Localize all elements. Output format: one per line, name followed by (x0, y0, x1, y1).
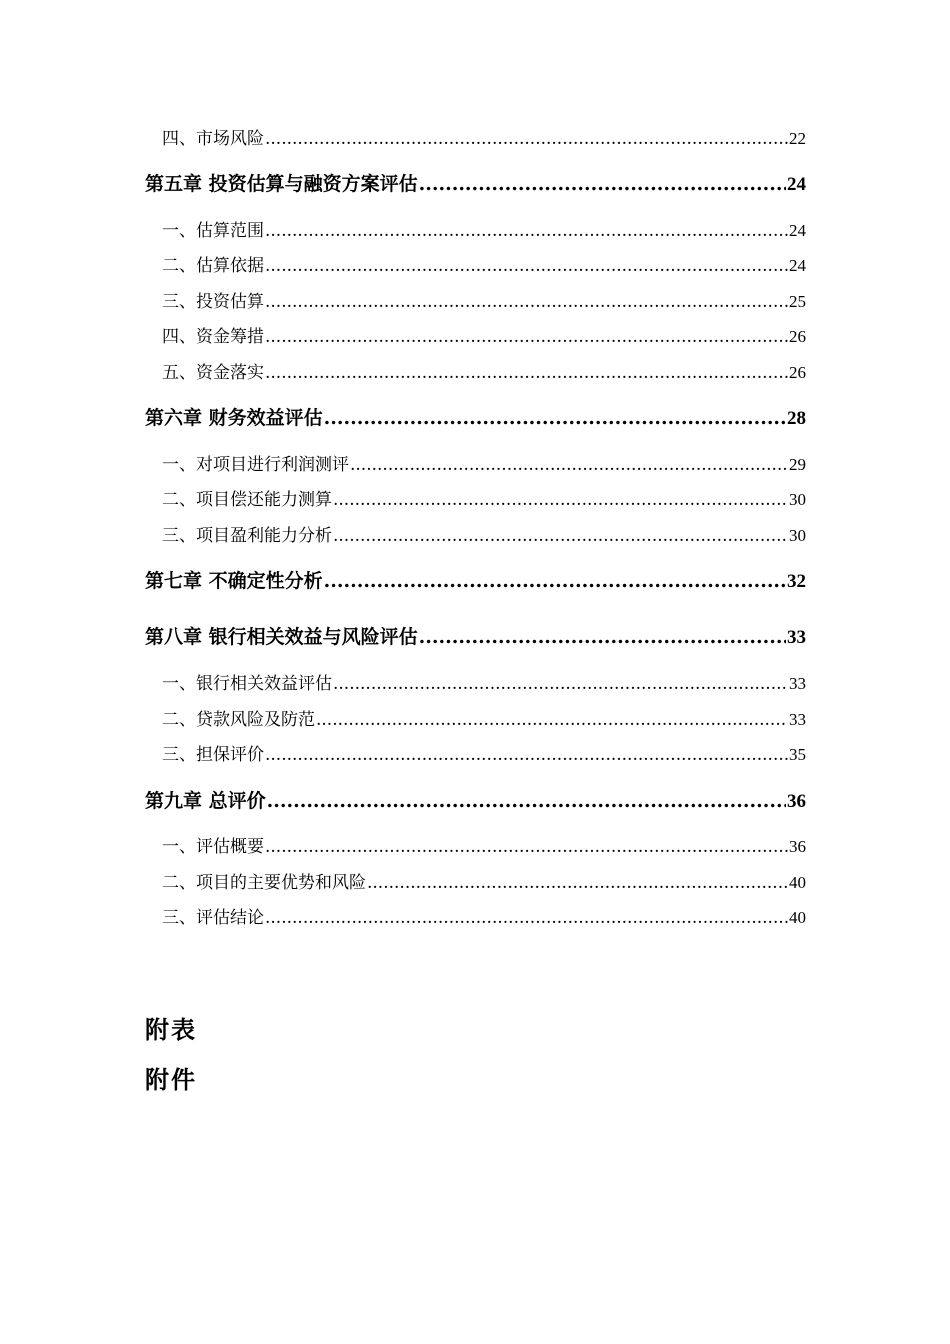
dot-leader (265, 745, 788, 765)
toc-entry-chapter-6[interactable] (145, 403, 806, 430)
dot-leader (265, 129, 788, 149)
toc-entry-section-3-conclusion[interactable] (145, 903, 806, 928)
toc-entry-section-1-scope[interactable] (145, 216, 806, 241)
toc-entry-label: 四、资金筹措 (162, 327, 264, 347)
toc-entry-section-2-repayment[interactable] (145, 485, 806, 510)
toc-page-number: 36 (787, 791, 806, 812)
appendix-tables-heading: 附表 (145, 1016, 197, 1044)
toc-entry-label: 三、项目盈利能力分析 (162, 526, 332, 546)
dot-leader (324, 407, 786, 429)
toc-page-number: 33 (789, 674, 806, 693)
toc-page-number: 26 (789, 327, 806, 346)
toc-entry-section-1-bank-benefit[interactable] (145, 669, 806, 694)
toc-page-number: 28 (787, 408, 806, 429)
toc-entry-label: 三、投资估算 (162, 292, 264, 312)
toc-page-number: 25 (789, 292, 806, 311)
dot-leader (333, 526, 788, 546)
toc-entry-section-1-profit[interactable] (145, 450, 806, 475)
toc-entry-chapter-7[interactable] (145, 566, 806, 593)
toc-entry-label: 一、对项目进行利润测评 (162, 455, 349, 475)
toc-entry-label: 五、资金落实 (162, 363, 264, 383)
toc-entry-section-4-funding[interactable] (145, 322, 806, 347)
toc-entry-section-2-strengths-risks[interactable] (145, 868, 806, 893)
appendix-attachments-heading: 附件 (145, 1066, 197, 1094)
dot-leader (267, 790, 786, 812)
toc-entry-label: 第六章 财务效益评估 (145, 407, 323, 429)
toc-entry-label: 第九章 总评价 (145, 790, 266, 812)
dot-leader (367, 873, 788, 893)
toc-entry-label: 一、估算范围 (162, 221, 264, 241)
toc-entry-label: 三、评估结论 (162, 908, 264, 928)
toc-entry-section-3-profitability[interactable] (145, 521, 806, 546)
toc-entry-chapter-5[interactable] (145, 169, 806, 196)
toc-entry-label: 二、贷款风险及防范 (162, 710, 315, 730)
dot-leader (265, 256, 788, 276)
toc-page-number: 22 (789, 129, 806, 148)
dot-leader (265, 292, 788, 312)
dot-leader (350, 455, 788, 475)
toc-entry-label: 第七章 不确定性分析 (145, 570, 323, 592)
dot-leader (316, 710, 788, 730)
toc-page-number: 36 (789, 837, 806, 856)
toc-page-number: 40 (789, 873, 806, 892)
dot-leader (333, 674, 788, 694)
toc-entry-section-3-investment[interactable] (145, 287, 806, 312)
toc-page-number: 30 (789, 526, 806, 545)
toc-page-number: 24 (787, 174, 806, 195)
toc-entry-label: 一、评估概要 (162, 837, 264, 857)
toc-entry-label: 二、项目偿还能力测算 (162, 490, 332, 510)
toc-page-number: 35 (789, 745, 806, 764)
toc-page-number: 33 (787, 627, 806, 648)
toc-page-number: 33 (789, 710, 806, 729)
toc-entry-chapter-8[interactable] (145, 622, 806, 649)
toc-page-number: 32 (787, 571, 806, 592)
toc-entry-section-3-guarantee[interactable] (145, 740, 806, 765)
toc-entry-section-5-implementation[interactable] (145, 358, 806, 383)
dot-leader (333, 490, 788, 510)
dot-leader (419, 173, 786, 195)
toc-page-number: 30 (789, 490, 806, 509)
dot-leader (265, 363, 788, 383)
toc-entry-section-4-market-risk[interactable] (145, 124, 806, 149)
toc-entry-section-2-loan-risk[interactable] (145, 705, 806, 730)
toc-entry-label: 二、项目的主要优势和风险 (162, 873, 366, 893)
toc-page-number: 24 (789, 256, 806, 275)
dot-leader (419, 626, 786, 648)
toc-entry-label: 三、担保评价 (162, 745, 264, 765)
toc-entry-chapter-9[interactable] (145, 786, 806, 813)
dot-leader (265, 327, 788, 347)
toc-entry-section-1-overview[interactable] (145, 832, 806, 857)
toc-page-number: 26 (789, 363, 806, 382)
toc-entry-label: 四、市场风险 (162, 129, 264, 149)
dot-leader (265, 908, 788, 928)
dot-leader (265, 221, 788, 241)
dot-leader (324, 570, 786, 592)
toc-entry-label: 第五章 投资估算与融资方案评估 (145, 173, 418, 195)
toc-page-number: 29 (789, 455, 806, 474)
toc-entry-section-2-basis[interactable] (145, 251, 806, 276)
toc-entry-label: 二、估算依据 (162, 256, 264, 276)
toc-entry-label: 第八章 银行相关效益与风险评估 (145, 626, 418, 648)
dot-leader (265, 837, 788, 857)
toc-page-number: 40 (789, 908, 806, 927)
toc-page-number: 24 (789, 221, 806, 240)
toc-entry-label: 一、银行相关效益评估 (162, 674, 332, 694)
